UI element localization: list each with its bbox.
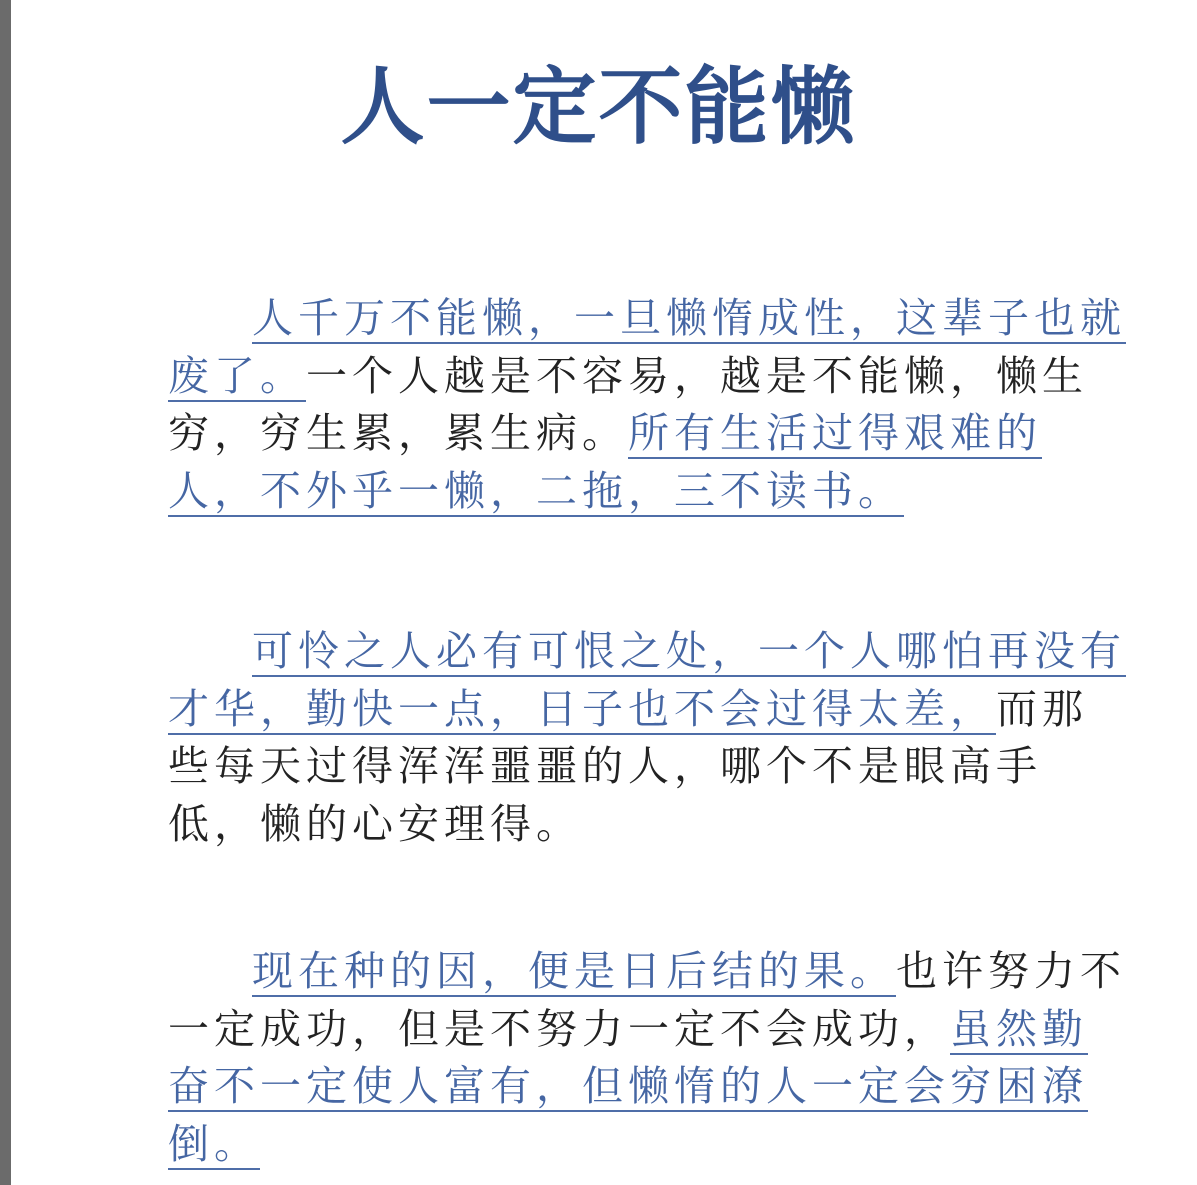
highlighted-sentence: 可怜之人必有可恨之处，一个人哪怕再没有才华，勤快一点，日子也不会过得太差， [168,627,1126,733]
plain-sentence: 也许努力不一定成功，但是不努力一定不会成功， [168,947,1126,1053]
highlighted-sentence: 现在种的因，便是日后结的果。 [252,947,896,995]
paragraph-1 [168,290,1128,520]
paragraph-3 [168,943,1128,1173]
left-edge-strip [0,0,11,1185]
plain-sentence: 而那些每天过得浑浑噩噩的人，哪个不是眼高手低，懒的心安理得。 [168,684,1088,848]
page-title: 人一定不能懒 [340,58,857,156]
highlighted-sentence: 虽然勤奋不一定使人富有，但懒惰的人一定会穷困潦倒。 [168,1004,1088,1168]
highlighted-sentence: 人千万不能懒，一旦懒惰成性，这辈子也就废了。 [168,294,1126,400]
highlighted-sentence: 所有生活过得艰难的人，不外乎一懒，二拖，三不读书。 [168,409,1042,515]
paragraph-2 [168,623,1128,853]
plain-sentence: 一个人越是不容易，越是不能懒，懒生穷，穷生累，累生病。 [168,351,1088,457]
